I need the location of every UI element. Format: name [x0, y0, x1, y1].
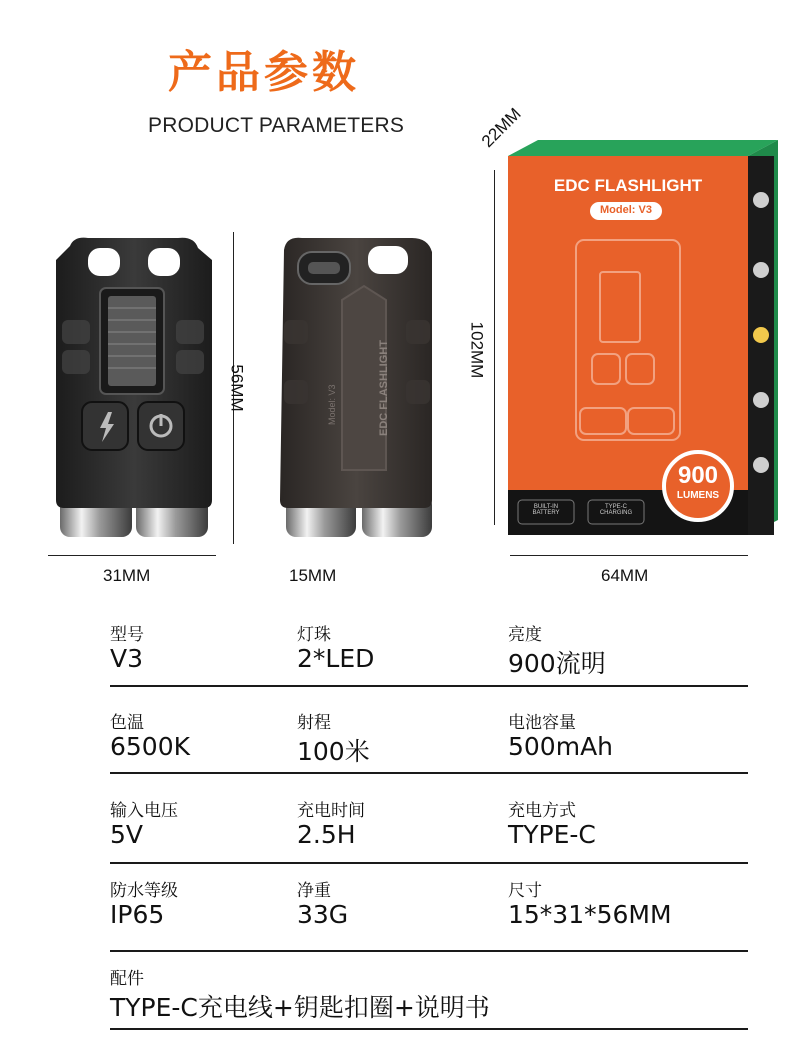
spec-divider	[110, 772, 748, 774]
spec-label-waterproof: 防水等级	[110, 881, 178, 901]
box-height-dimension-line	[494, 170, 495, 525]
spec-label-range: 射程	[297, 713, 331, 733]
spec-value-accessories: TYPE-C充电线+钥匙扣圈+说明书	[110, 993, 490, 1022]
box-width-dimension-line	[510, 555, 748, 556]
spec-label-color-temp: 色温	[110, 713, 144, 733]
spec-divider	[110, 862, 748, 864]
spec-divider	[110, 1028, 748, 1030]
spec-value-size: 15*31*56MM	[508, 900, 672, 929]
box-model: Model: V3	[600, 204, 652, 216]
box-depth-label: 22MM	[477, 104, 525, 152]
spec-label-battery: 电池容量	[508, 713, 576, 733]
spec-value-range: 100米	[297, 737, 370, 766]
box-feature-battery: BUILT-IN BATTERY	[532, 504, 560, 516]
box-lumens-unit: LUMENS	[676, 490, 720, 501]
spec-value-input-voltage: 5V	[110, 820, 144, 849]
page-title: 产品参数	[168, 47, 360, 98]
box-feature-typec: TYPE-C CHARGING	[599, 504, 633, 516]
spec-label-size: 尺寸	[508, 881, 542, 901]
spec-value-model: V3	[110, 644, 144, 673]
spec-label-accessories: 配件	[110, 969, 144, 989]
spec-label-charge-method: 充电方式	[508, 801, 576, 821]
spec-label-weight: 净重	[297, 881, 331, 901]
height-dimension-label: 56MM	[227, 364, 247, 412]
front-width-label: 31MM	[103, 566, 151, 585]
spec-value-charge-time: 2.5H	[297, 820, 356, 849]
spec-label-brightness: 亮度	[508, 625, 542, 645]
spec-value-weight: 33G	[297, 900, 349, 929]
box-width-label: 64MM	[601, 566, 649, 585]
spec-value-led: 2*LED	[297, 644, 375, 673]
box-height-label: 102MM	[467, 321, 487, 379]
box-lumens-value: 900	[677, 462, 719, 489]
front-width-dimension-line	[48, 555, 216, 556]
spec-divider	[110, 685, 748, 687]
spec-value-color-temp: 6500K	[110, 732, 191, 761]
spec-label-led: 灯珠	[297, 625, 331, 645]
flashlight-side-image	[272, 230, 442, 545]
side-depth-label: 15MM	[289, 566, 337, 585]
spec-divider	[110, 950, 748, 952]
spec-label-input-voltage: 输入电压	[110, 801, 178, 821]
spec-value-charge-method: TYPE-C	[508, 820, 596, 849]
spec-label-model: 型号	[110, 625, 144, 645]
flashlight-front-image	[48, 230, 218, 545]
product-box-image	[508, 140, 778, 535]
spec-value-brightness: 900流明	[508, 649, 606, 678]
box-title: EDC FLASHLIGHT	[553, 176, 703, 195]
spec-label-charge-time: 充电时间	[297, 801, 365, 821]
flashlight-model-text: Model: V3	[327, 384, 337, 425]
spec-value-waterproof: IP65	[110, 900, 165, 929]
page-subtitle: PRODUCT PARAMETERS	[148, 114, 405, 137]
spec-value-battery: 500mAh	[508, 732, 614, 761]
flashlight-side-text: EDC FLASHLIGHT	[378, 340, 390, 436]
